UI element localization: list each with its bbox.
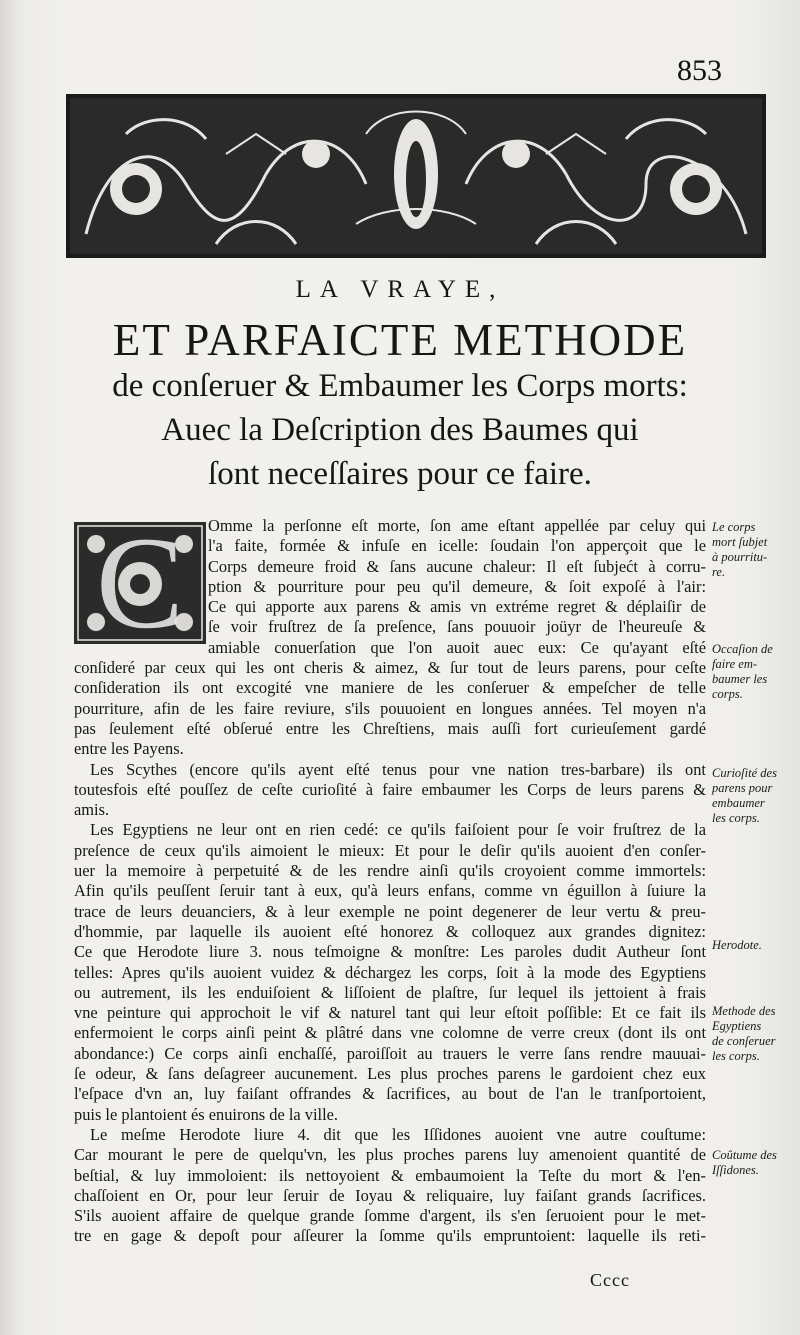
text-line: l'eſpace d'vn an, luy faiſant offrandes & ſacrifices, au bout de l'an le tranſportoient, [74, 1084, 706, 1104]
margin-note-line: Herodote. [712, 938, 762, 952]
margin-note-line: re. [712, 565, 726, 579]
text-line: ſe voir fruſtrez de ſa preſence, ſans pouuoir joüyr de l'heureuſe & [208, 617, 706, 637]
text-line: Ce que Herodote liure 3. nous teſmoigne & monſtre: Les paroles dudit Autheur ſont [74, 942, 706, 962]
signature-mark: Cccc [590, 1270, 630, 1290]
text-line: entre les Payens. [74, 739, 184, 759]
text-line: l'a faite, formée & infuſe en icelle: ſoudain l'on apperçoit que le [208, 536, 706, 556]
text-line: enfermoient le corps ainſi peint & plâtré dans vne colomne de verre creux (dont ils ont [74, 1023, 706, 1043]
text-line: S'ils auoient affaire de quelque grande ſomme d'argent, ils s'en ſeruoient pour le met- [74, 1206, 706, 1226]
text-line: Les Scythes (encore qu'ils ayent eſté tenus pour vne nation tres-barbare) ils ont [90, 759, 706, 779]
margin-note-herodote [712, 938, 798, 953]
text-line: Ce qui apporte aux parens & amis vn extréme regret & déplaiſir de [208, 597, 706, 617]
text-line: ſe odeur, & ſans deſagreer aucunement. Les plus proches parens le gardoient chez eux [74, 1064, 706, 1084]
margin-note-line: Curioſité des [712, 766, 777, 780]
margin-note-curiosite [712, 766, 798, 826]
title-line-2: ET PARFAICTE METHODE [112, 315, 688, 365]
margin-note-line: Le corps [712, 520, 756, 534]
text-line: pas ſeulement eſté obſerué entre les Chreſtiens, mais auſſi fort curieuſement gardé [74, 718, 706, 738]
margin-note-line: baumer les [712, 672, 768, 686]
margin-note-line: Egyptiens [712, 1019, 762, 1033]
margin-note-occasion [712, 642, 798, 702]
text-line: Afin qu'ils peuſſent ſeruir tant à eux, qu'à leurs enfans, comme vn éguillon à ſuiure la [74, 881, 706, 901]
margin-note-line: Iſſidones. [712, 1163, 759, 1177]
text-line: conſideré par ceux qui les ont cheris & aimez, & ſur tout de leurs parens, pour ceſte [74, 658, 706, 678]
text-line: toutesfois eſté pouſſez de ceſte curioſité à faire embaumer les Corps de leurs parens & [74, 779, 706, 799]
page-number: 853 [677, 54, 722, 87]
text-line: amiable conuerſation que l'on auoit auec eux: Ce qu'ayant eſté [208, 637, 706, 657]
margin-note-line: mort ſubjet [712, 535, 768, 549]
text-line: Corps demeure froid & ſans aucune chaleur: Il eſt ſubjećt à corru- [208, 556, 706, 576]
text-line: tre en gage & depoſt pour aſſeurer la ſomme qu'ils empruntoient: laquelle ils reti- [74, 1226, 706, 1246]
text-line: vne peinture qui approchoit le vif & naturel tant qui leur eſtoit poſſible: Et ce fait ils [74, 1003, 706, 1023]
text-line: Omme la perſonne eſt morte, ſon ame eſtant appellée par celuy qui [208, 516, 706, 535]
text-line: beſtial, & luy immoloient: ils nettoyoient & embaumoient la Teſte du mort & l'en- [74, 1165, 706, 1185]
margin-note-issidones [712, 1148, 798, 1178]
initial-letter: C [95, 509, 185, 656]
text-line: chaſſoient en Or, pour leur ſeruir de Ioyau & reliquaire, luy faiſant grands ſacrifices. [74, 1185, 706, 1205]
margin-note-line: Coûtume des [712, 1148, 777, 1162]
text-line: amis. [74, 800, 110, 820]
text-line: conſideration ils ont excogité vne maniere de les conſeruer & empeſcher de telle [74, 678, 706, 698]
margin-note-line: Methode des [712, 1004, 776, 1018]
margin-note-line: faire em- [712, 657, 758, 671]
margin-note-line: Occaſion de [712, 642, 773, 656]
text-line: ou autrement, ils les enduiſoient & liſſoient de plaſtre, ſur lequel ils jettoient à frais [74, 982, 706, 1002]
text-line: preſence de ceux qu'ils aimoient le mieux: Et pour le deſir qu'ils auoient d'en conſer- [74, 840, 706, 860]
margin-note-line: parens pour [712, 781, 773, 795]
text-line: abondance:) Ce corps ainſi enchaſſé, paroiſſoit au trauers le verre ſans rendre mauuai- [74, 1043, 706, 1063]
text-line: puis le plantoient és enuirons de la ville. [74, 1104, 339, 1124]
title-line-1: LA VRAYE, [295, 276, 505, 303]
body-text [74, 509, 706, 1247]
text-line: Le meſme Herodote liure 4. dit que les Iſſidones auoient vne autre couſtume: [90, 1124, 706, 1144]
margin-note-line: de conſeruer [712, 1034, 776, 1048]
text-line: Les Egyptiens ne leur ont en rien cedé: ce qu'ils faiſoient pour ſe voir fruſtrez de la [90, 820, 706, 840]
text-line: uer la memoire à perpetuité & de les rendre ainſi qu'ils croyoient comme immortels: [74, 861, 706, 881]
margin-note-line: à pourritu- [712, 550, 768, 564]
margin-note-corps-mort [712, 520, 798, 580]
text-line: telles: Apres qu'ils auoient vuidez & déchargez les corps, ſoit à la mode des Egyptiens [74, 962, 706, 982]
decorative-headpiece-ornament [66, 94, 766, 258]
subtitle-line-2: Auec la Deſcription des Baumes qui [161, 412, 639, 448]
margin-note-line: les corps. [712, 1049, 760, 1063]
text-line: trace de leurs deuanciers, & à leur exemple ne point degenerer de leur vertu & preu- [74, 901, 706, 921]
margin-note-methode [712, 1004, 798, 1064]
margin-note-line: les corps. [712, 811, 760, 825]
text-line: d'hommie, par laquelle ils auoient eſté honorez & colloquez aux grandes dignitez: [74, 921, 706, 941]
margin-note-line: corps. [712, 687, 743, 701]
subtitle-line-1: de conſeruer & Embaumer les Corps morts: [112, 368, 688, 404]
text-line: Car mourant le pere de quelqu'vn, les plus proches parens luy amenoient quantité de [74, 1145, 706, 1165]
subtitle-line-3: ſont neceſſaires pour ce faire. [208, 456, 592, 492]
text-line: pourriture, afin de les faire reviure, s'ils pouuoient en longues années. Tel moyen n'a [74, 698, 706, 718]
text-line: ption & pourriture pour peu qu'il demeure, & ſoit expoſé à l'air: [208, 576, 706, 596]
margin-note-line: embaumer [712, 796, 765, 810]
